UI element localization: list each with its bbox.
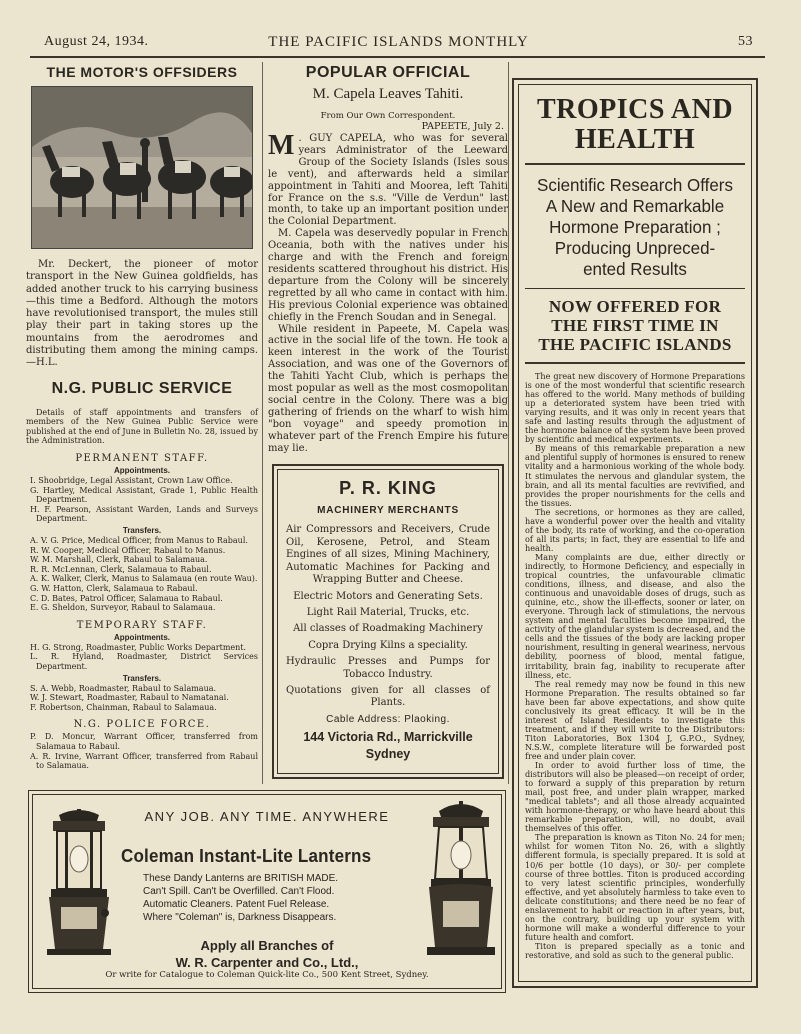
list-item: H. F. Pearson, Assistant Warden, Lands and Surveys Department.	[30, 504, 258, 524]
popular-heading: POPULAR OFFICIAL	[305, 64, 471, 81]
list-item: A. V. G. Price, Medical Officer, from Manus to Rabaul.	[30, 536, 248, 546]
popular-para-3: While resident in Papeete, M. Capela was active in the social life of the town. He took a keen interest in the work of the Tourist Association, and was one of the Governors of the Tahiti Yacht Club, which is perhaps the most popular as well as the most cosmopolitan social centre in the Colony. There was a big gathering of friends on the wharf to wish him "bon voyage" and speedy promotion in whatever part of the French Empire his future may lie.	[268, 323, 508, 454]
advert-line: Copra Drying Kilns a speciality.	[308, 639, 468, 651]
dateline: PAPEETE, July 2.	[421, 121, 504, 132]
publication-title: THE PACIFIC ISLANDS MONTHLY	[268, 34, 529, 50]
list-item: H. G. Strong, Roadmaster, Public Works Department.	[30, 642, 247, 652]
ad-title: Coleman Instant-Lite Lanterns	[121, 845, 372, 866]
list-item: E. G. Sheldon, Surveyor, Rabaul to Salamaua.	[30, 603, 216, 613]
list-item: P. D. Moncur, Warrant Officer, transferred from Salamaua to Rabaul.	[30, 732, 258, 751]
ad-line: Where "Coleman" is, Darkness Disappears.	[143, 912, 337, 923]
offer-heading: NOW OFFERED FOR THE FIRST TIME IN THE PACIFIC ISLANDS	[538, 297, 732, 354]
popular-para-1: M . GUY CAPELA, who was for several years Administrator of the Leeward Group of the Society Islands (Isles sous le vent), and afterwards held a similar appointment in Tahiti and Moorea, left Tahiti for France on the s.s. "Ville de Verdun" last month, to take up an important position under the Colonial Department.	[268, 130, 508, 228]
ad-features	[143, 872, 401, 924]
column-divider	[508, 62, 509, 784]
tropics-para: The great new discovery of Hormone Preparations is one of the most wonderful that scientific research has offered to the world. Many methods of building up a deteriorated system have been tried with varying results, and it was only in recent years that safe and lasting results through the adjustment of the hormone balance of the system have been proved by scientific and medical experiments.	[525, 371, 745, 445]
list-item: L. R. Hyland, Roadmaster, District Services Department.	[30, 652, 258, 671]
temporary-staff-heading: TEMPORARY STAFF.	[76, 619, 208, 631]
tropics-para: Titon is prepared specially as a tonic and restorative, and sold as such to the general public.	[525, 940, 745, 960]
list-item: G. W. Hatton, Clerk, Salamaua to Rabaul.	[30, 583, 198, 593]
list-item: I. Shoobridge, Legal Assistant, Crown Law Office.	[30, 476, 233, 486]
list-item: C. D. Bates, Patrol Officer, Salamaua to Rabaul.	[30, 593, 223, 603]
correspondent-line: From Our Own Correspondent.	[320, 111, 456, 121]
issue-date: August 24, 1934.	[44, 34, 149, 49]
tropics-health-advert	[512, 78, 758, 988]
divider	[525, 362, 745, 364]
street-address: 144 Victoria Rd., Marrickville	[303, 729, 473, 744]
middle-column	[268, 62, 508, 779]
police-force-heading: N.G. POLICE FORCE.	[73, 719, 211, 731]
popular-para-2: M. Capela was deservedly popular in French Oceania, both with the natives under his charge and with the French and foreign residents scattered throughout his district. His departure from the Colony will be sincerely regretted by all who came in contact with him. His previous Colonial experience was obtained chiefly in the French Soudan and in Senegal.	[268, 228, 508, 323]
advert-line: Light Rail Material, Trucks, etc.	[306, 606, 470, 618]
list-item: R. W. Cooper, Medical Officer, Rabaul to Manus.	[30, 545, 226, 555]
motor-caption: Mr. Deckert, the pioneer of motor transport in the New Guinea goldfields, has added another truck to his carrying business—this time a Bedford. Although the motors have revolutionised transport, the mules still play their part in taking stores up the mountains from the aerodromes and distributing them among the mining camps.—H.L.	[26, 259, 258, 369]
advert-line: Electric Motors and Generating Sets.	[293, 590, 483, 602]
advertiser-trade: MACHINERY MERCHANTS	[317, 505, 459, 517]
permanent-transfers-list	[26, 536, 258, 613]
appointments-heading: Appointments.	[114, 632, 170, 642]
list-item: F. Robertson, Chainman, Rabaul to Salamaua.	[30, 702, 217, 712]
list-item: S. A. Webb, Roadmaster, Rabaul to Salamaua.	[30, 683, 217, 693]
list-item: R. R. McLennan, Clerk, Salamaua to Rabaul.	[30, 564, 212, 574]
city: Sydney	[365, 746, 411, 761]
permanent-appointments-list	[26, 476, 258, 524]
mules-photo-image	[32, 87, 253, 249]
list-item: W. M. Marshall, Clerk, Rabaul to Salamaua.	[30, 555, 208, 565]
temporary-transfers-list	[26, 684, 258, 713]
page-number: 53	[738, 34, 753, 49]
advert-line: All classes of Roadmaking Machinery	[293, 623, 483, 635]
tropics-para: Many complaints are due, either directly or indirectly, to Hormone Deficiency, and especially in tropical countries, the unfavourable climatic conditions, illness, and disease, and also the continuous and unavoidable doses of drugs, such as quinine, etc., show the ill-effects, sooner or later, on everyone. Through lack of stimulations, the nervous system and mental faculties become impaired, the activity of the glandular system is decreased, and the cells and the tissues of the body are lacking proper nourishment, resulting in general weariness, nervous debility, poorness of blood, mental fatigue, irritability, brain fag, inability to recuperate after illness, etc.	[525, 551, 745, 680]
tropics-para: The preparation is known as Titon No. 24 for men; whilst for women Titon No. 26, with a slightly different formula, is specially prepared. It is sold at 10/6 per bottle (10 days), or 30/- per complete course of three bottles. Titon is produced according to very latest scientific principles, wonderfully effective, and yet absolutely harmless to take even to delicate constitutions; and there need be no fear of enslavement to habit or reaction in after years, but, on the contrary, building up your system with hormone will make a wonderful difference to your future health and comfort.	[525, 832, 745, 942]
advert-line: Quotations given for all classes of Plants.	[286, 684, 490, 709]
advert-line: Hydraulic Presses and Pumps for Tobacco Industry.	[286, 656, 490, 680]
popular-subheading: M. Capela Leaves Tahiti.	[312, 86, 464, 102]
list-item: A. K. Walker, Clerk, Manus to Salamaua (en route Wau).	[30, 574, 258, 584]
tropics-subtitle: Scientific Research Offers A New and Remarkable Hormone Preparation ; Producing Unpreced- ented Results	[537, 175, 733, 279]
list-item: A. R. Irvine, Warrant Officer, transferred from Rabaul to Salamaua.	[30, 751, 258, 771]
tropics-para: The real remedy may now be found in this new Hormone Preparation. The results obtained so far have been far above expectations, and show quite conclusively its great efficacy. It will be in the interest of Island Residents to investigate this treatment, and if they will write to the Distributors: Titon Laboratories, Box 1304 J, G.P.O., Sydney, N.S.W., complete literature will be forwarded post free and under plain cover.	[525, 678, 745, 761]
drop-cap: M	[268, 130, 295, 161]
ad-apply: Apply all Branches of W. R. Carpenter and Co., Ltd.,	[175, 938, 359, 970]
transfers-heading: Transfers.	[122, 526, 162, 536]
header-rule	[30, 56, 765, 58]
column-divider	[262, 62, 263, 784]
divider	[525, 288, 745, 289]
tropics-para: In order to avoid further loss of time, the distributors will also be pleased—on receipt of order, to forward a supply of this preparation by return mail, post free, and under plain wrapper, marked "medical tablets"; and all those already acquainted with hormone-therapy, or who have heard about this remarkable preparation, will, no doubt, avail themselves of this offer.	[525, 760, 745, 834]
motor-heading: THE MOTOR'S OFFSIDERS	[46, 64, 238, 80]
ad-footer: Or write for Catalogue to Coleman Quick-lite Co., 500 Kent Street, Sydney.	[105, 970, 429, 980]
ng-heading: N.G. PUBLIC SERVICE	[51, 379, 233, 397]
mules-photo	[31, 86, 253, 249]
list-item: G. Hartley, Medical Assistant, Grade 1, Public Health Department.	[30, 485, 258, 505]
transfers-heading: Transfers.	[122, 673, 162, 683]
running-header	[44, 34, 753, 54]
ad-line: These Dandy Lanterns are BRITISH MADE.	[143, 873, 339, 884]
temporary-appointments-list	[26, 643, 258, 672]
left-column	[26, 62, 258, 771]
coleman-advert	[28, 790, 506, 993]
ad-line: Can't Spill. Can't be Overfilled. Can't Flood.	[143, 886, 335, 897]
tropics-para: By means of this remarkable preparation a new and plentiful supply of hormones is ensured to renew vitality and a harmonious working of the whole body. It stimulates the nervous and glandular system, the brain, and all its mental faculties are revivified, and provides the proper nourishments for the cells and the tissues.	[525, 443, 745, 508]
tropics-title: TROPICS AND HEALTH	[536, 94, 734, 155]
ng-intro: Details of staff appointments and transfers of members of the New Guinea Public Service were published at the end of June in Bulletin No. 28, issued by the Administration.	[26, 407, 258, 446]
appointments-heading: Appointments.	[114, 466, 170, 476]
ad-tagline: ANY JOB. ANY TIME. ANYWHERE	[144, 809, 390, 824]
advertiser-name: P. R. KING	[339, 478, 437, 499]
cable-address: Cable Address: Plaoking.	[326, 713, 450, 725]
lantern-icon	[421, 801, 501, 959]
tropics-para: The secretions, or hormones as they are called, have a wonderful power over the health and vitality of the body, its rate of working, and the co-operation of all its parts; in fact, they are essential to life and health.	[525, 506, 745, 553]
police-list	[26, 732, 258, 770]
permanent-staff-heading: PERMANENT STAFF.	[75, 453, 209, 465]
pr-king-advert	[272, 464, 504, 778]
advert-line: Air Compressors and Receivers, Crude Oil, Kerosene, Petrol, and Steam Engines of all sizes, Mining Machinery, Automatic Machines for Packing and Wrapping Butter and Cheese.	[286, 524, 490, 586]
list-item: W. J. Stewart, Roadmaster, Rabaul to Namatanai.	[30, 693, 229, 703]
ad-line: Automatic Cleaners. Patent Fuel Release.	[143, 899, 330, 910]
divider	[525, 163, 745, 165]
